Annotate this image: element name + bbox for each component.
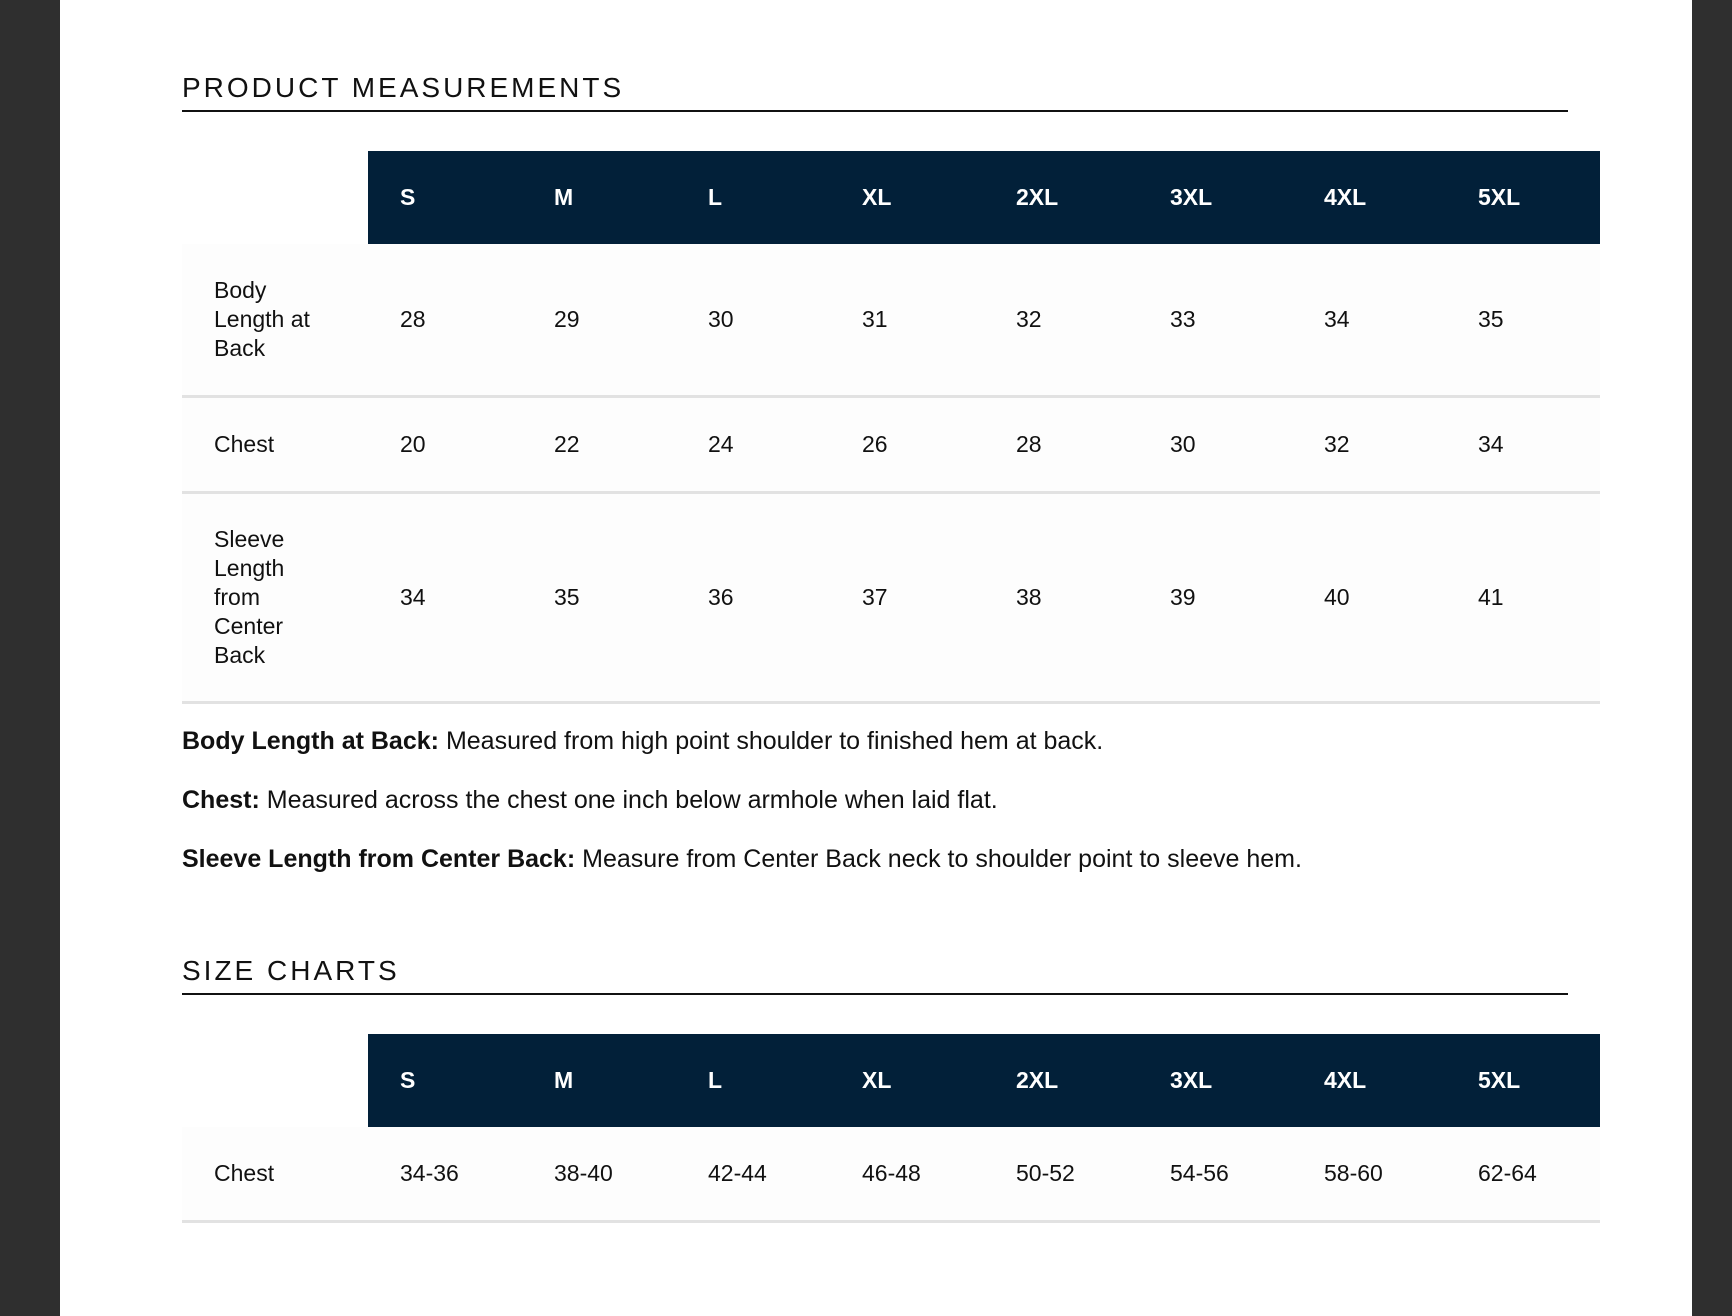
size-header-l: L bbox=[676, 1034, 830, 1127]
table-cell: 54-56 bbox=[1138, 1127, 1292, 1221]
size-header-5xl: 5XL bbox=[1446, 151, 1600, 244]
row-label bbox=[182, 492, 368, 702]
size-header-xl: XL bbox=[830, 151, 984, 244]
table-cell: 33 bbox=[1138, 244, 1292, 396]
table-cell: 58-60 bbox=[1292, 1127, 1446, 1221]
table-cell: 35 bbox=[1446, 244, 1600, 396]
definition-text: Measured across the chest one inch below armhole when laid flat. bbox=[266, 786, 998, 814]
definition-term: Body Length at Back: bbox=[182, 727, 439, 755]
definition-term: Chest: bbox=[182, 786, 260, 814]
table-cell: 28 bbox=[984, 396, 1138, 492]
table-cell: 34 bbox=[1292, 244, 1446, 396]
table-cell: 32 bbox=[1292, 396, 1446, 492]
row-label-text: Body Length at Back bbox=[214, 276, 310, 361]
size-header-m: M bbox=[522, 1034, 676, 1127]
size-header-m: M bbox=[522, 151, 676, 244]
table-row-sleeve-length bbox=[182, 492, 1600, 702]
size-header-row bbox=[182, 151, 1600, 244]
table-cell: 39 bbox=[1138, 492, 1292, 702]
table-cell: 50-52 bbox=[984, 1127, 1138, 1221]
table-cell: 31 bbox=[830, 244, 984, 396]
table-cell: 30 bbox=[1138, 396, 1292, 492]
size-header-3xl: 3XL bbox=[1138, 151, 1292, 244]
table-cell: 24 bbox=[676, 396, 830, 492]
table-cell: 38-40 bbox=[522, 1127, 676, 1221]
size-header-5xl: 5XL bbox=[1446, 1034, 1600, 1127]
size-header-3xl: 3XL bbox=[1138, 1034, 1292, 1127]
size-header-l: L bbox=[676, 151, 830, 244]
row-label: Chest bbox=[182, 1127, 368, 1221]
table-row-chest bbox=[182, 396, 1600, 492]
size-header-4xl: 4XL bbox=[1292, 151, 1446, 244]
table-cell: 38 bbox=[984, 492, 1138, 702]
row-label-text: Sleeve Length from Center Back bbox=[214, 525, 285, 668]
table-cell: 20 bbox=[368, 396, 522, 492]
definition-text: Measured from high point shoulder to finished hem at back. bbox=[445, 727, 1104, 755]
table-cell: 22 bbox=[522, 396, 676, 492]
definition-body-length bbox=[182, 727, 1103, 756]
table-cell: 32 bbox=[984, 244, 1138, 396]
table-cell: 36 bbox=[676, 492, 830, 702]
table-cell: 34 bbox=[1446, 396, 1600, 492]
definition-sleeve-length bbox=[182, 845, 1302, 874]
table-cell: 37 bbox=[830, 492, 984, 702]
table-cell: 30 bbox=[676, 244, 830, 396]
size-header-xl: XL bbox=[830, 1034, 984, 1127]
table-cell: 29 bbox=[522, 244, 676, 396]
table-cell: 35 bbox=[522, 492, 676, 702]
table-cell: 62-64 bbox=[1446, 1127, 1600, 1221]
size-header-s: S bbox=[368, 151, 522, 244]
table-cell: 28 bbox=[368, 244, 522, 396]
row-label bbox=[182, 244, 368, 396]
table-cell: 40 bbox=[1292, 492, 1446, 702]
table-cell: 46-48 bbox=[830, 1127, 984, 1221]
size-header-2xl: 2XL bbox=[984, 151, 1138, 244]
size-charts-heading: SIZE CHARTS bbox=[182, 955, 1568, 995]
size-header-4xl: 4XL bbox=[1292, 1034, 1446, 1127]
document-page bbox=[60, 0, 1692, 1316]
table-cell: 26 bbox=[830, 396, 984, 492]
definition-chest bbox=[182, 786, 998, 815]
table-row-body-length bbox=[182, 244, 1600, 396]
table-cell: 41 bbox=[1446, 492, 1600, 702]
table-cell: 42-44 bbox=[676, 1127, 830, 1221]
product-measurements-table bbox=[182, 151, 1600, 704]
table-cell: 34 bbox=[368, 492, 522, 702]
definition-term: Sleeve Length from Center Back: bbox=[182, 845, 576, 873]
product-measurements-heading: PRODUCT MEASUREMENTS bbox=[182, 72, 1568, 112]
definition-text: Measure from Center Back neck to shoulder point to sleeve hem. bbox=[582, 845, 1302, 873]
table-cell: 34-36 bbox=[368, 1127, 522, 1221]
row-label: Chest bbox=[182, 396, 368, 492]
header-blank-cell bbox=[182, 151, 368, 244]
size-header-2xl: 2XL bbox=[984, 1034, 1138, 1127]
size-header-s: S bbox=[368, 1034, 522, 1127]
